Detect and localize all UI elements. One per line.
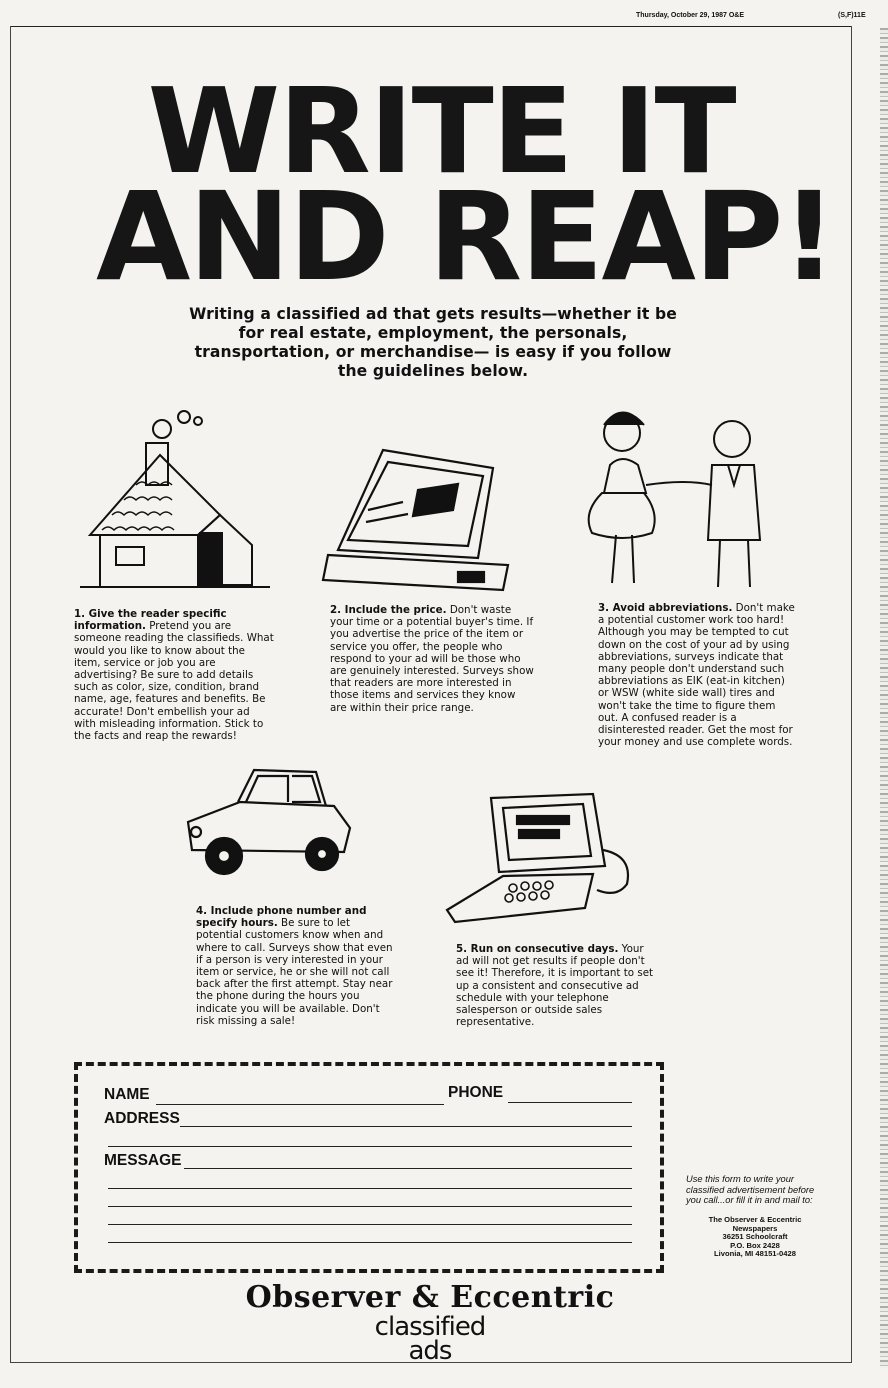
name-field[interactable] — [156, 1104, 444, 1105]
mail-address-line-3: 36251 Schoolcraft — [722, 1232, 788, 1242]
folio-page: (S,F)11E — [838, 12, 866, 19]
mail-address-line-5: Livonia, MI 48151-0428 — [714, 1249, 796, 1259]
tip-1-body: Pretend you are someone reading the classifieds. What would you like to know about the item, service or job you are advertising? Be sure to add details such as color, size, condition, brand name, age, features and benefits. Be accurate! Don't embellish your ad with misleading information. Stick to the facts and reap the rewards! — [74, 620, 274, 743]
tip-1 — [74, 608, 274, 742]
phone-field[interactable] — [508, 1102, 632, 1103]
mail-instructions: Use this form to write your classified advertisement before you call...or fill it in and mail to: — [686, 1174, 815, 1206]
classified-wordmark: classified — [374, 1312, 486, 1342]
message-field-line-5[interactable] — [108, 1242, 632, 1243]
page-edge-texture — [880, 28, 888, 1368]
tip-3 — [598, 602, 798, 748]
tip-4-title: 4. Include phone number and specify hours. — [196, 905, 367, 930]
tip-4-body: Be sure to let potential customers know when and where to call. Surveys show that even if a person is very interested in your item or service, he or she will not call back after the first attempt. Stay near the phone during the hours you indicate you will be available. Don't risk missing a sale! — [196, 917, 393, 1027]
newspaper-logo: Observer & Eccentric — [245, 1280, 615, 1315]
tip-5 — [456, 943, 656, 1028]
mail-address-line-2: Newspapers — [732, 1223, 778, 1233]
tip-4 — [196, 905, 396, 1027]
ads-wordmark: ads — [408, 1336, 452, 1366]
folio-date: Thursday, October 29, 1987 O&E — [636, 12, 745, 19]
mail-address-line-1: The Observer & Eccentric — [708, 1215, 802, 1224]
intro-text: Writing a classified ad that gets results—whether it be for real estate, employment, the personals, transportation, or merchandise— is easy if you follow the guidelines below. — [189, 305, 677, 380]
border-left — [10, 26, 11, 1362]
tip-2 — [330, 604, 535, 714]
tip-5-title: 5. Run on consecutive days. — [456, 943, 619, 955]
address-label: ADDRESS — [104, 1110, 180, 1127]
tip-2-body: Don't waste your time or a potential buyer's time. If you advertise the price of the item or service you offer, the people who respond to your ad will be those who are genuinely interested. Surveys show that readers are more interested in those items and services they know are within their price range. — [330, 604, 534, 714]
briefcase-illustration — [308, 440, 523, 595]
address-field-line-1[interactable] — [180, 1126, 632, 1127]
border-top — [10, 26, 852, 27]
ad-order-form — [74, 1062, 664, 1273]
message-field-line-1[interactable] — [184, 1168, 632, 1169]
mail-address-line-4: P.O. Box 2428 — [730, 1240, 780, 1250]
headline-line-2: AND REAP! — [96, 166, 836, 308]
message-field-line-4[interactable] — [108, 1224, 632, 1225]
phone-label: PHONE — [448, 1084, 504, 1101]
tip-3-title: 3. Avoid abbreviations. — [598, 602, 733, 614]
computer-illustration — [443, 790, 638, 930]
message-field-line-2[interactable] — [108, 1188, 632, 1189]
headline-line-1: WRITE IT — [147, 62, 735, 200]
border-right — [851, 26, 852, 1362]
name-label: NAME — [104, 1086, 150, 1103]
tip-2-title: 2. Include the price. — [330, 604, 447, 616]
car-illustration — [184, 762, 354, 888]
message-label: MESSAGE — [104, 1152, 182, 1169]
tip-1-title: 1. Give the reader specific information. — [74, 608, 227, 633]
tip-5-body: Your ad will not get results if people don't see it! Therefore, it is important to set up a consistent and consecutive ad schedule with your telephone salesperson or outside sales representative. — [456, 943, 654, 1029]
address-field-line-2[interactable] — [108, 1146, 632, 1147]
message-field-line-3[interactable] — [108, 1206, 632, 1207]
couple-illustration — [572, 405, 782, 595]
tip-3-body: Don't make a potential customer work too hard! Although you may be tempted to cut down on the cost of your ad by using abbreviations, surveys indicate that many people don't understand such abbreviations as EIK (eat-in kitchen) or WSW (white side wall) tires and won't take the time to figure them out. A confused reader is a disinterested reader. Get the most for your money and use complete words. — [598, 602, 795, 749]
house-illustration — [80, 405, 270, 605]
mail-address — [690, 1216, 820, 1259]
